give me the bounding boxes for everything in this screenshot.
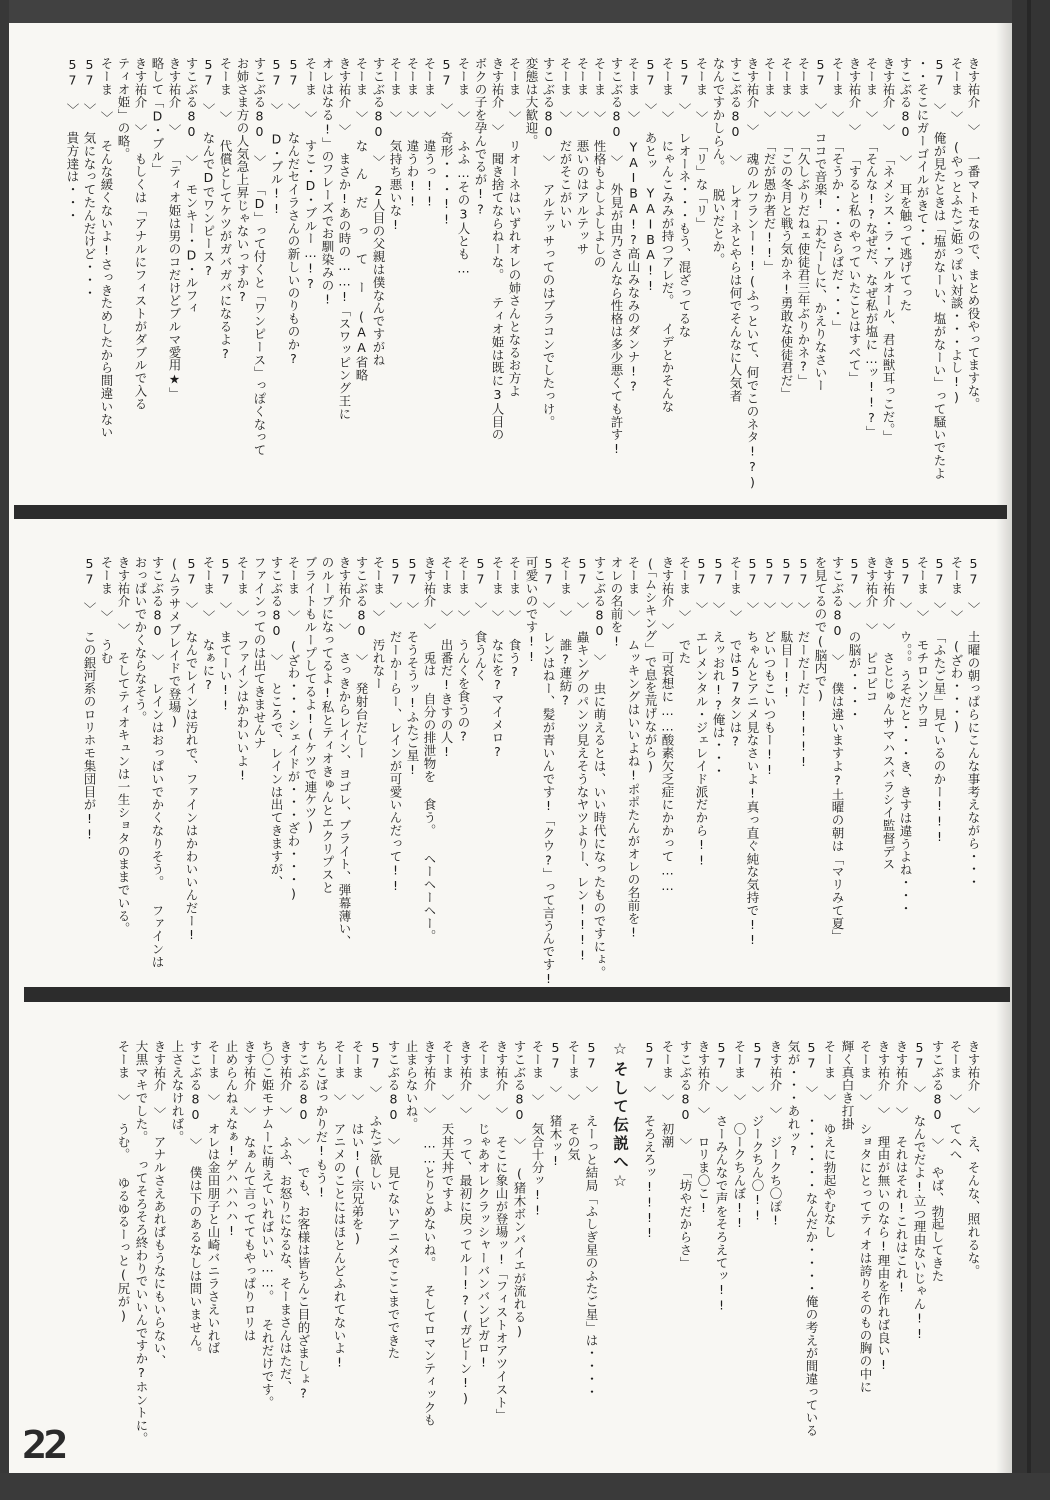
transcript-line: きす祐介 〉 「ネメシス・ラ・アルオール、君は獣耳っこだ。」 <box>881 57 896 443</box>
transcript-line: 57 〉 ウ。。。うそだと・・・き、きすは違うよね・・・ <box>898 556 913 915</box>
transcript-line: すこぶる80 〉 僕は違いますよ?土曜の朝は「マリみて夏」 <box>830 556 845 943</box>
transcript-line: おっぱいでかくならなそう。 <box>133 556 148 724</box>
transcript-line: すこぶる80 〉 耳を触って逃げてった <box>898 57 913 313</box>
transcript-line: オレはなる!」のフレーズでお馴染みの! <box>320 57 335 308</box>
transcript-line: 57 〉 俺が見たときは「塩がなーい、塩がなーい」って騒いでたよ <box>932 57 947 480</box>
transcript-line: 57 〉 だーだーだー!!!! <box>796 556 811 770</box>
transcript-line: 略して「D・ブル」 <box>150 57 165 176</box>
transcript-line: ちんこばっかりだ!もう! <box>314 1040 329 1200</box>
transcript-line: そーま 〉 〇ークちんぼ!! <box>732 1040 747 1231</box>
transcript-line: すこぶる80 〉 アルテッサってのはブラコンでしたっけ。 <box>541 57 556 429</box>
transcript-line: 57 〉 D・ブル!! <box>269 57 284 217</box>
transcript-line: きす祐介 〉 ピコピコ <box>864 556 879 703</box>
transcript-line: そーま 〉 (ざわ・・・) <box>949 556 964 734</box>
transcript-line: そーま 〉 初潮 <box>660 1040 675 1149</box>
transcript-line: そーま 〉 「だが愚か者だ!!」 <box>762 57 777 274</box>
transcript-line: 57 〉 の脳が・・・・ <box>847 556 862 721</box>
transcript-line: きす祐介 〉 え、そんな、照れるな。 <box>966 1040 981 1278</box>
transcript-line: ・・そこにガーゴイルがきて・・ <box>915 57 930 251</box>
transcript-line: ブライトもループしてるよ!(ケツで連ケツ) <box>303 556 318 835</box>
transcript-line: そーま 〉 ムッキングはいいよね!ポポたんがオレの名前を! <box>626 556 641 941</box>
transcript-line: そーま 〉 気合十分ッ!! <box>530 1040 545 1218</box>
transcript-line: すこぶる80 〉 レインはおっぱいでかくなりそう。 ファインは <box>150 556 165 969</box>
transcript-line: 57 〉 レンはねー、髪が青いんです!「クウ?」って言うんです! <box>541 556 556 987</box>
transcript-line: そーま 〉 ショタにとってティオは誇りそのもの胸の中に <box>858 1040 873 1394</box>
transcript-line: そーま 〉 てへへ <box>948 1040 963 1162</box>
transcript-line: のループになってるよ!私とティオきゅんとエクリプスと <box>320 556 335 894</box>
transcript-line: そーま 〉 「この冬月と戦う気かネ!勇敢な使徒君だ」 <box>779 57 794 400</box>
transcript-line: そーま 〉 「そうか・・・さらばだ・・・」 <box>830 57 845 333</box>
transcript-line: 57 〉 なんでだよ!立つ理由ないじゃん!! <box>912 1040 927 1342</box>
transcript-line: そーま 〉 YAIBA!?高山みなみのダンナ!? <box>626 57 641 395</box>
transcript-line: 57 〉 奇形・・・!! <box>439 57 454 227</box>
transcript-line: きす祐介 〉 「ティオ姫は男のコだけどブルマ愛用★」 <box>167 57 182 400</box>
transcript-line: オレの名前を! <box>609 556 624 649</box>
transcript-line: 57 〉 この銀河系のロリホモ集団目が!! <box>82 556 97 842</box>
transcript-line: きす祐介 〉 ジークち〇ぽ! <box>768 1040 783 1229</box>
transcript-line: すこぶる80 〉 でも、お客様は皆ちんこ目的ざましょ? <box>296 1040 311 1401</box>
transcript-line: きす祐介 〉 って、最初に戻ってルー!?(ガビーン!) <box>458 1040 473 1406</box>
scan-border-right-edge <box>1027 0 1031 1500</box>
transcript-line: 57 〉 えッおれ!?俺は・・・ <box>711 556 726 778</box>
transcript-line: きす祐介 〉 魂のルフランー!!(ふっといて、何でこのネタ!?) <box>745 57 760 490</box>
transcript-line: そーま 〉 その気 <box>566 1040 581 1162</box>
scan-border-left <box>0 0 9 1500</box>
transcript-line: すこぶる80 〉 見てないアニメでここまでできた <box>386 1040 401 1360</box>
transcript-line: そーま 〉 「久しぶりだねェ使徒君三年ぶりかネ?」 <box>796 57 811 387</box>
transcript-line: きす祐介 〉 兎は 自分の排泄物を 食う。 ヘーヘーヘー。 <box>422 556 437 943</box>
transcript-section-2 <box>70 556 982 987</box>
transcript-line: ティオ姫」の略。 <box>116 57 131 161</box>
transcript-line: すこぶる80 〉 2人目の父親は僕なんですがね <box>371 57 386 367</box>
transcript-line: そーま 〉 だがそこがいい <box>558 57 573 230</box>
transcript-line: そーま 〉 代償としてケツがガバガバになるよ? <box>218 57 233 362</box>
transcript-line: きす祐介 〉 ……とりとめないね。 そしてロマンティックも <box>422 1040 437 1427</box>
transcript-line: そーま 〉 なぁに? <box>201 556 216 693</box>
transcript-line: そーま 〉 リオーネはいずれオレの姉さんとなるお方よ <box>507 57 522 398</box>
transcript-line: 57 〉 エレメンタル・ジェレイド派だから!! <box>694 556 709 868</box>
transcript-line: 57 〉 食うんく <box>473 556 488 683</box>
transcript-line: すこぶる80 〉 虫に萌えるとは、いい時代になったものですにょ。 <box>592 556 607 979</box>
transcript-line: そーま 〉 はい!(宗兄弟を) <box>350 1040 365 1246</box>
transcript-line: きす祐介 〉 一番マトモなので、まとめ役やってますな。 <box>966 57 981 411</box>
transcript-line: すこぶる80 〉 やば、勃起してきた <box>930 1040 945 1283</box>
transcript-line: (「ムシキング」で息を荒げながら) <box>643 556 658 775</box>
transcript-line: すこぶる80 〉 「D」って付くと「ワンピース」っぽくなって <box>252 57 267 457</box>
transcript-line: ち〇こ姫モナムーに萌えていればいい……。 それだけです。 <box>260 1040 275 1409</box>
transcript-line: 上さえなければ。 <box>170 1040 185 1144</box>
transcript-line: 止めらんねぇなぁ!ゲハハハハ! <box>224 1040 239 1239</box>
transcript-line: 止まらないね。 <box>404 1040 419 1131</box>
transcript-line: そーま 〉 モチロンソウヨ <box>915 556 930 729</box>
transcript-line: すこぶる80 〉 レオーネとやらは何でそんなに人気者 <box>728 57 743 403</box>
transcript-line: 57 〉 ジークちん〇!! <box>750 1040 765 1223</box>
transcript-line: そーま 〉 な ん だ っ て ー (AA省略 <box>354 57 369 382</box>
transcript-line: そーま 〉 すこ・D・ブルー…!? <box>303 57 318 292</box>
transcript-line: 気が・・・あれッ? <box>786 1040 801 1159</box>
transcript-line: 57 〉 あとッ YAIBA!! <box>643 57 658 294</box>
transcript-line: 可愛いのです!! <box>524 556 539 665</box>
transcript-line: 57 〉 どいつもこいつもー!! <box>762 556 777 778</box>
transcript-line: そーま 〉 では57タンは? <box>728 556 743 750</box>
transcript-line: 57 〉 なんでレインは汚れで、ファインはかわいいんだー! <box>184 556 199 943</box>
transcript-line: 57 〉 なんだセイラさんの新しいのりものか? <box>286 57 301 367</box>
transcript-line: きす祐介 〉 アナルさえあればもうなにもいらない、 <box>152 1040 167 1368</box>
transcript-line: そーま 〉 そんな緩くないよ!さっきためしたから間違いない <box>99 57 114 439</box>
transcript-line: 57 〉 駄目ー!! <box>779 556 794 700</box>
transcript-line: そーま 〉 ふふ…その3人とも… <box>456 57 471 276</box>
section-heading: ☆そして伝説へ☆ <box>611 1040 629 1193</box>
transcript-line: そーま 〉 誰?蓮紡? <box>558 556 573 708</box>
transcript-line: すこぶる80 〉 外見が由乃さんなら性格は多少悪くても許す! <box>609 57 624 457</box>
transcript-line: を見てるので(脳内で) <box>813 556 828 703</box>
transcript-line: そーま 〉 なにを?マイメロ? <box>490 556 505 760</box>
transcript-line: 57 〉 ・・・・・・なんだか・・・・俺の考えが間違っている <box>804 1040 819 1437</box>
transcript-line: きす祐介 〉 聞き捨てならねーな。 ティオ姫は既に3人目の <box>490 57 505 442</box>
transcript-line: そーま 〉 性格もよしよしよしの <box>592 57 607 269</box>
transcript-line: そーま 〉 違うっ!! <box>422 57 437 209</box>
transcript-line: きす祐介 〉 そこに象山が登場ッ!「フィストオアツイスト」 <box>494 1040 509 1422</box>
transcript-line: ボクの子を孕んでるが!? <box>473 57 488 217</box>
scan-border-right <box>1012 0 1050 1500</box>
transcript-line: きす祐介 〉 「すると私のやっていたことはすべて」 <box>847 57 862 385</box>
separator-bar-2 <box>24 987 1010 1002</box>
transcript-line: きす祐介 〉 理由が無いのなら!理由を作れば良い! <box>876 1040 891 1373</box>
transcript-line: きす祐介 〉 ふふ、お怒りになるな、そーまさんはただ、 <box>278 1040 293 1394</box>
transcript-line: 57 〉 「ふたご星」見ているのかー!!! <box>932 556 947 845</box>
transcript-line: すこぶる80 〉 「坊やだからさ」 <box>678 1040 693 1270</box>
transcript-line: 輝く真白き打掛 <box>840 1040 855 1131</box>
transcript-line: そーま 〉 ゆえに勃起やむなし <box>822 1040 837 1239</box>
transcript-line: 57 〉 だーかーらー、レインが可愛いんだって!! <box>388 556 403 894</box>
transcript-line: そーま 〉 (やっとふたご姫っぽい対談・・・よし!) <box>949 57 964 405</box>
transcript-line: そーま 〉 気持ち悪いな! <box>388 57 403 233</box>
transcript-line: きす祐介 〉 さとじゅんサマハスバラシイ監督デス <box>881 556 896 871</box>
transcript-line: そーま 〉 じゃあオレクラッシャーバンバンビガロ! <box>476 1040 491 1370</box>
transcript-line: 変態は大歓迎。 <box>524 57 539 148</box>
scan-border-top <box>0 0 1050 23</box>
transcript-line: きす祐介 〉 さっきからレイン、ヨゴレ、ブライト、弾幕薄い、 <box>337 556 352 948</box>
transcript-line: そーま 〉 汚れなー <box>371 556 386 690</box>
transcript-line: お姉さま方の人気急上昇じゃないっすか? <box>235 57 250 305</box>
transcript-line: そーま 〉 違うわ!! <box>405 57 420 209</box>
transcript-line: 57 〉 レオーネ・・・もう、混ざってるな <box>677 57 692 338</box>
transcript-line: そーま 〉 でた <box>677 556 692 665</box>
transcript-line: そーま 〉 「そんな!?なぜだ、なぜ私が塩に…ッ!!?」 <box>864 57 879 439</box>
transcript-line: そーま 〉 (ざわ・・・シェイドが・・・ざわ・・・) <box>286 556 301 902</box>
transcript-line: きす祐介 〉 なぁんて言っててもやっぱりロリは <box>242 1040 257 1342</box>
transcript-line: すこぶる80 〉 僕は下のあるなしは問いません。 <box>188 1040 203 1360</box>
transcript-line: 57 〉 ココで音楽!「わたーしに、かえりなさいー <box>813 57 828 392</box>
transcript-line: 57 〉 気になってたんだけど・・・ <box>82 57 97 300</box>
transcript-section-3 <box>70 1040 982 1470</box>
transcript-line: そーま 〉 にゃんこみみが持つアレだ。 イデとかそんな <box>660 57 675 413</box>
transcript-line: ファインってのは出てきませんナ <box>252 556 267 750</box>
transcript-line: 57 〉 なんでDでワンピース? <box>201 57 216 279</box>
transcript-line: 57 〉 まてーい!! <box>218 556 233 713</box>
transcript-line: そーま 〉 天丼天丼ですよ <box>440 1040 455 1213</box>
transcript-section-1 <box>60 57 982 503</box>
transcript-line: きす祐介 〉 可哀想に……酸素欠乏症にかかって…… <box>660 556 675 894</box>
transcript-line: きす祐介 〉 ロリま〇こ! <box>696 1040 711 1216</box>
transcript-line: 57 〉 猪木ッ! <box>548 1040 563 1169</box>
transcript-line: 57 〉 貴方達は・・・ <box>65 57 80 222</box>
transcript-line: きす祐介 〉 そしてティオキュンは一生ショタのままでいる。 <box>116 556 131 936</box>
scan-border-bottom <box>0 1473 1050 1500</box>
transcript-line: そーま 〉 ファインはかわいいよ! <box>235 556 250 783</box>
transcript-line: すこぶる80 〉 発射台だしー <box>354 556 369 760</box>
transcript-line: そーま 〉 食う? <box>507 556 522 680</box>
transcript-line: 57 〉 さーみんなで声をそろえてッ!! <box>714 1040 729 1313</box>
transcript-line: 大黒マキでした。 ってそろそろ終わりでいいんですか?ホントに。 <box>134 1040 149 1445</box>
transcript-line: きす祐介 〉 それはそれ!これはこれ! <box>894 1040 909 1296</box>
transcript-line: そーま 〉 出番だ!きすの人! <box>439 556 454 760</box>
transcript-line: 57 〉 ふたご欲しい <box>368 1040 383 1192</box>
transcript-line: そーま 〉 悪いのはアルテッサ <box>575 57 590 256</box>
transcript-line: 57 〉 蟲キングのパンツ見えそうなヤツよりー、レン!!!! <box>575 556 590 963</box>
transcript-line: (ムラサメブレイドで登場) <box>167 556 182 729</box>
transcript-line: そーま 〉 「リ」な「リ」 <box>694 57 709 230</box>
transcript-line: そーま 〉 オレは金田朋子と山崎バニラさえいれば <box>206 1040 221 1355</box>
separator-bar-1 <box>14 505 1007 519</box>
transcript-line: そーま 〉 アニメのことにはほとんどふれてないよ! <box>332 1040 347 1370</box>
transcript-line: すこぶる80 〉 (猪木ボンバイエが流れる) <box>512 1040 527 1339</box>
page-number: 22 <box>22 1421 65 1468</box>
transcript-line: きす祐介 〉 まさか!あの時の……!「スワッピング王に <box>337 57 352 421</box>
transcript-line: 57 〉 ちゃんとアニメ見なさいよ!真っ直ぐ純な気持で!! <box>745 556 760 948</box>
transcript-line: きす祐介 〉 もしくは「アナルにフィストがダブルで入る <box>133 57 148 411</box>
transcript-line: 57 〉 えーっと結局「ふしぎ星のふたご星」は・・・・ <box>584 1040 599 1399</box>
transcript-line: そーま 〉 うむ。 ゆるゆるーっと(尻が) <box>116 1040 131 1324</box>
transcript-line: 57 〉 土曜の朝っぱらにこんな事考えながら・・・ <box>966 556 981 889</box>
transcript-line: そーま 〉 うむ <box>99 556 114 665</box>
transcript-line: なんですかしらん。 脱いだとか。 <box>711 57 726 266</box>
transcript-line: そーま 〉 うんくを食うの? <box>456 556 471 745</box>
transcript-line: 57 〉 そろえろッ!!!! <box>642 1040 657 1241</box>
transcript-line: すこぶる80 〉 モンキー・D・ルフィ <box>184 57 199 315</box>
transcript-line: 57 〉 そうそうッ!ふたご星! <box>405 556 420 778</box>
transcript-line: すこぶる80 〉 ところで、レインは出てきますが、 <box>269 556 284 889</box>
scan-gutter-shadow <box>996 23 1012 1473</box>
